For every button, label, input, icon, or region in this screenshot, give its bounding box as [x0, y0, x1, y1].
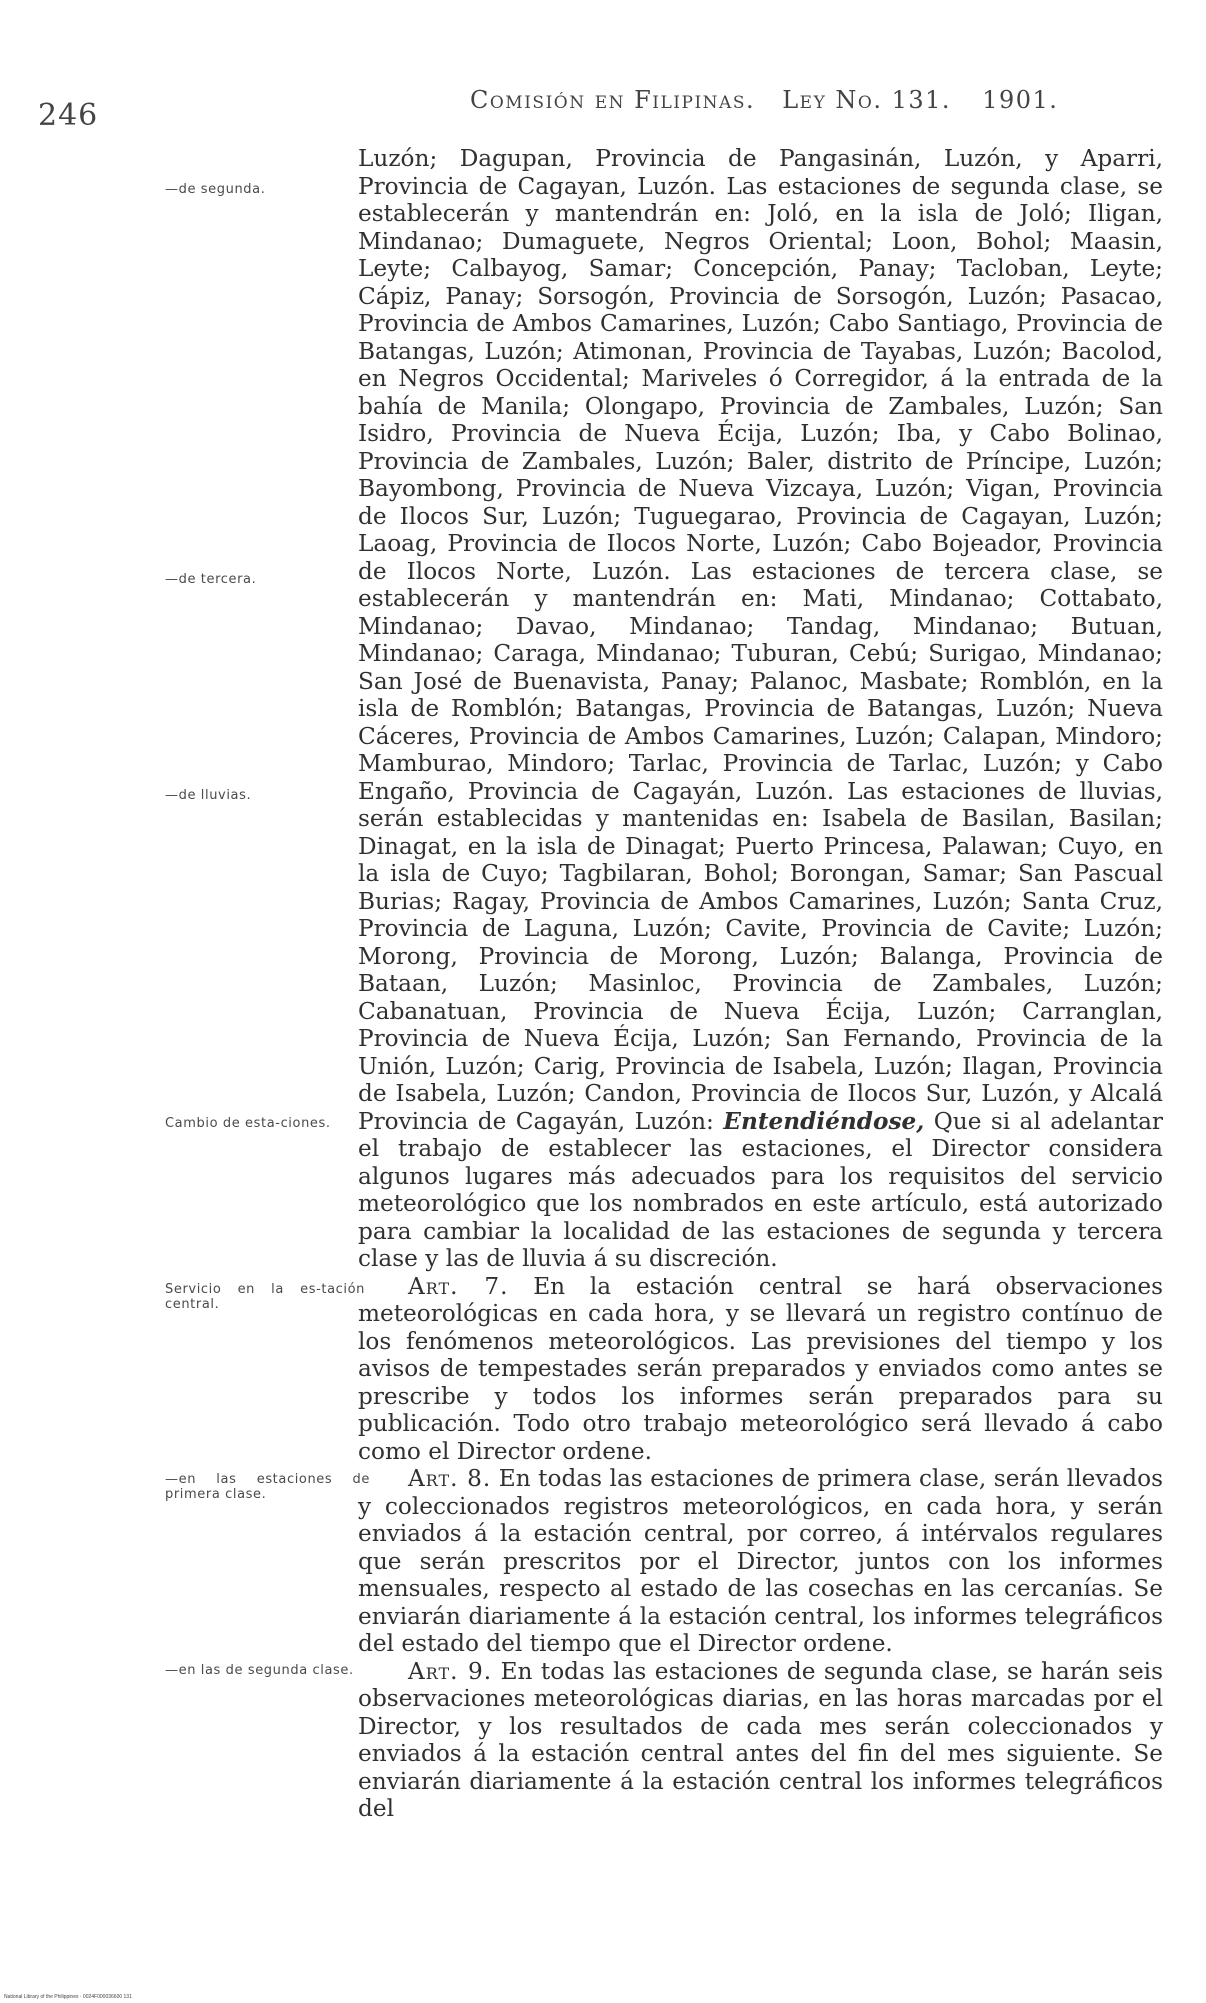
body-text — [358, 145, 1163, 1823]
article-7-label: Art. 7. — [408, 1272, 509, 1300]
margin-note-second-class-stations: —en las de segunda clase. — [165, 1663, 354, 1678]
article-9-text: En todas las estaciones de segunda clase, se harán seis observaciones meteorológicas diarias, en las horas marcadas por el Director, y los resultados de cada mes serán coleccionados y enviados á la estación central antes del fin del mes siguiente. Se enviarán diariamente á la estación central los informes telegráficos del — [358, 1657, 1163, 1822]
paragraph-article-8 — [358, 1465, 1163, 1658]
running-head — [470, 86, 1058, 114]
article-7-text: En la estación central se hará observaciones meteorológicas en cada hora, y se llevará un registro contínuo de los fenómenos meteorológicos. Las previsiones del tiempo y los avisos de tempestades serán preparados y enviados como antes se prescribe y todos los informes serán preparados para su publicación. Todo otro trabajo meteorológico será llevado á cabo como el Director ordene. — [358, 1272, 1163, 1465]
margin-note-third-class: —de tercera. — [165, 572, 257, 587]
paragraph-article-7 — [358, 1273, 1163, 1466]
margin-note-change-of-stations: Cambio de esta-ciones. — [165, 1116, 331, 1131]
running-head-title: Comisión en Filipinas. — [470, 86, 756, 114]
footer-credit: National Library of the Philippines · 0024F000036600 131 — [4, 1994, 132, 2000]
margin-note-rain: —de lluvias. — [165, 788, 252, 803]
article-8-label: Art. 8. — [408, 1465, 492, 1492]
article-8-text: En todas las estaciones de primera clase, serán llevados y coleccionados registros meteorológicos, en cada hora, y serán enviados á la estación central, por correo, á intérvalos regulares que serán prescritos por el Director, juntos con los informes mensuales, respecto al estado de las cosechas en las cercanías. Se enviarán diariamente á la estación central, los informes telegráficos del estado del tiempo que el Director ordene. — [358, 1465, 1163, 1657]
stations-proviso: Que si al adelantar el trabajo de establecer las estaciones, el Director considera algunos lugares más adecuados para los requisitos del servicio meteorológico que los nombrados en este artículo, está autorizado para cambiar la localidad de las estaciones de segunda y tercera clase y las de lluvia á su discreción. — [358, 1107, 1164, 1272]
paragraph-article-9 — [358, 1658, 1163, 1823]
margin-note-second-class: —de segunda. — [165, 182, 266, 197]
margin-note-first-class-stations: —en las estaciones de primera clase. — [165, 1472, 370, 1502]
page-number: 246 — [38, 98, 99, 133]
running-head-year: 1901. — [982, 86, 1059, 114]
running-head-law: Ley No. 131. — [782, 86, 952, 114]
article-9-label: Art. 9. — [408, 1657, 493, 1685]
stations-emphasis: Entendiéndose, — [723, 1107, 925, 1135]
paragraph-stations — [358, 145, 1163, 1273]
stations-text: Luzón; Dagupan, Provincia de Pangasinán, Luzón, y Aparri, Provincia de Cagayan, Luzón. Las estaciones de segunda clase, se establecerán y mantendrán en: Joló, en la isla de Joló; Iligan, Mindanao; Dumaguete, Negros Oriental; Loon, Bohol; Maasin, Leyte; Calbayog, Samar; Concepción, Panay; Tacloban, Leyte; Cápiz, Panay; Sorsogón, Provincia de Sorsogón, Luzón; Pasacao, Provincia de Ambos Camarines, Luzón; Cabo Santiago, Provincia de Batangas, Luzón; Atimonan, Provincia de Tayabas, Luzón; Bacolod, en Negros Occidental; Mariveles ó Corregidor, á la entrada de la bahía de Manila; Olongapo, Provincia de Zambales, Luzón; San Isidro, Provincia de Nueva Écija, Luzón; Iba, y Cabo Bolinao, Provincia de Zambales, Luzón; Baler, distrito de Príncipe, Luzón; Bayombong, Provincia de Nueva Vizcaya, Luzón; Vigan, Provincia de Ilocos Sur, Luzón; Tuguegarao, Provincia de Cagayan, Luzón; Laoag, Provincia de Ilocos Norte, Luzón; Cabo Bojeador, Provincia de Ilocos Norte, Luzón. Las estaciones de tercera clase, se establecerán y mantendrán en: Mati, Mindanao; Cottabato, Mindanao; Davao, Mindanao; Tandag, Mindanao; Butuan, Mindanao; Caraga, Mindanao; Tuburan, Cebú; Surigao, Mindanao; San José de Buenavista, Panay; Palanoc, Masbate; Romblón, en la isla de Romblón; Batangas, Provincia de Batangas, Luzón; Nueva Cáceres, Provincia de Ambos Camarines, Luzón; Calapan, Mindoro; Mamburao, Mindoro; Tarlac, Provincia de Tarlac, Luzón; y Cabo Engaño, Provincia de Cagayán, Luzón. Las estaciones de lluvias, serán establecidas y mantenidas en: Isabela de Basilan, Basilan; Dinagat, en la isla de Dinagat; Puerto Princesa, Palawan; Cuyo, en la isla de Cuyo; Tagbilaran, Bohol; Borongan, Samar; San Pascual Burias; Ragay, Provincia de Ambos Camarines, Luzón; Santa Cruz, Provincia de Laguna, Luzón; Cavite, Provincia de Cavite; Luzón; Morong, Provincia de Morong, Luzón; Balanga, Provincia de Bataan, Luzón; Masinloc, Provincia de Zambales, Luzón; Cabanatuan, Provincia de Nueva Écija, Luzón; Carranglan, Provincia de Nueva Écija, Luzón; San Fernando, Provincia de la Unión, Luzón; Carig, Provincia de Isabela, Luzón; Ilagan, Provincia de Isabela, Luzón; Candon, Provincia de Ilocos Sur, Luzón, y Alcalá Provincia de Cagayán, Luzón: — [358, 145, 1163, 1135]
margin-note-central-service: Servicio en la es-tación central. — [165, 1282, 365, 1312]
